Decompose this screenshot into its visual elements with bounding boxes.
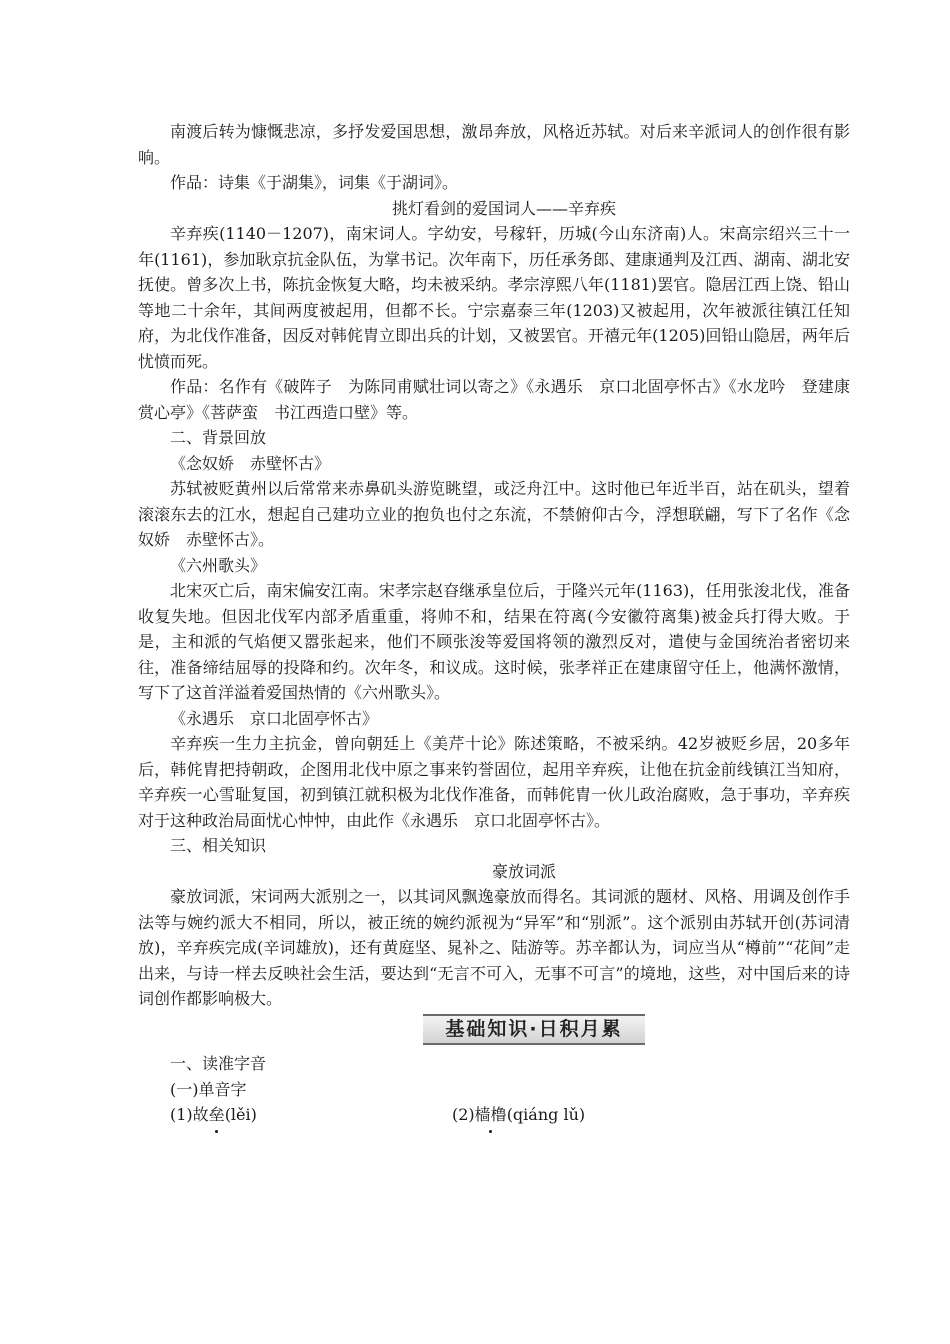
section-heading-knowledge: 三、相关知识 [170, 836, 267, 855]
section-banner: 基础知识·日积月累 [423, 1014, 644, 1046]
subheading-yongyule: 《永遇乐 京口北固亭怀古》 [170, 708, 379, 728]
heading-xin-qiji: 挑灯看剑的爱国词人——辛弃疾 [391, 198, 616, 218]
paragraph-zhang-works: 作品：诗集《于湖集》，词集《于湖词》。 [170, 173, 459, 192]
document-body [138, 119, 850, 1128]
paragraph-xin-bio: 辛弃疾(1140－1207)，南宋词人。字幼安，号稼轩，历城(今山东济南)人。宋高宗绍兴三十一年(1161)，参加耿京抗金队伍，为掌书记。次年南下，历任承务郎、建康通判及江西、湖南、湖北安抚使。曾多次上书，陈抗金恢复大略，均未被采纳。孝宗淳熙八年(1181)罢官。隐居江西上饶、铅山等地二十余年，其间两度被起用，但都不长。宁宗嘉泰三年(1203)又被起用，次年被派往镇江任知府，为北伐作准备，因反对韩侂胄立即出兵的计划，又被罢官。开禧元年(1205)回铅山隐居，两年后忧愤而死。 [138, 224, 850, 371]
paragraph-zhang-xiaoxiang-style: 南渡后转为慷慨悲凉，多抒发爱国思想，激昂奔放，风格近苏轼。对后来辛派词人的创作很有影响。 [138, 122, 850, 167]
section-heading-background: 二、背景回放 [170, 428, 267, 447]
emphasis-char: 樯橹 [475, 1102, 507, 1128]
paragraph-niannujiao-bg: 苏轼被贬黄州以后常常来赤鼻矶头游览眺望，或泛舟江中。这时他已年近半百，站在矶头，望着滚滚东去的江水，想起自己建功立业的抱负也付之东流，不禁俯仰古今，浮想联翩，写下了名作《念奴娇 赤壁怀古》。 [138, 479, 850, 549]
paragraph-xin-works: 作品：名作有《破阵子 为陈同甫赋壮词以寄之》《永遇乐 京口北固亭怀古》《水龙吟 登建康赏心亭》《菩萨蛮 书江西造口壁》等。 [138, 377, 850, 422]
subheading-niannujiao: 《念奴娇 赤壁怀古》 [170, 453, 331, 473]
subsection-single-sound: (一)单音字 [170, 1079, 247, 1099]
section-heading-pronunciation: 一、读准字音 [170, 1054, 267, 1073]
emphasis-char: 垒 [209, 1102, 225, 1128]
vocab-row [138, 1102, 850, 1128]
vocab-item-2: (2)樯橹(qiáng lǔ) [452, 1102, 585, 1128]
paragraph-yongyule-bg: 辛弃疾一生力主抗金，曾向朝廷上《美芹十论》陈述策略，不被采纳。42岁被贬乡居，20多年后，韩侂胄把持朝政，企图用北伐中原之事来钓誉固位，起用辛弃疾，让他在抗金前线镇江当知府，辛弃疾一心雪耻复国，初到镇江就积极为北伐作准备，而韩侂胄一伙儿政治腐败，急于事功，辛弃疾对于这种政治局面忧心忡忡，由此作《永遇乐 京口北固亭怀古》。 [138, 734, 850, 830]
subheading-liuzhougetou: 《六州歌头》 [170, 555, 267, 575]
banner-wrapper [138, 1014, 850, 1046]
paragraph-liuzhougetou-bg: 北宋灭亡后，南宋偏安江南。宋孝宗赵昚继承皇位后，于隆兴元年(1163)，任用张浚北伐，准备收复失地。但因北伐军内部矛盾重重，将帅不和，结果在符离(今安徽符离集)被金兵打得大败。于是，主和派的气焰便又嚣张起来，他们不顾张浚等爱国将领的激烈反对，遣使与金国统治者密切来往，准备缔结屈辱的投降和约。次年冬，和议成。这时候，张孝祥正在建康留守任上，他满怀激情，写下了这首洋溢着爱国热情的《六州歌头》。 [138, 581, 850, 702]
paragraph-haofang: 豪放词派，宋词两大派别之一，以其词风飘逸豪放而得名。其词派的题材、风格、用调及创作手法等与婉约派大不相同，所以，被正统的婉约派视为“异军”和“别派”。这个派别由苏轼开创(苏词清放)，辛弃疾完成(辛词雄放)，还有黄庭坚、晁补之、陆游等。苏辛都认为，词应当从“樽前”“花间”走出来，与诗一样去反映社会生活，要达到“无言不可入，无事不可言”的境地，这些，对中国后来的诗词创作都影响极大。 [138, 887, 850, 1008]
heading-haofang: 豪放词派 [491, 861, 556, 881]
vocab-item-1: (1)故垒(lěi) [170, 1102, 452, 1128]
